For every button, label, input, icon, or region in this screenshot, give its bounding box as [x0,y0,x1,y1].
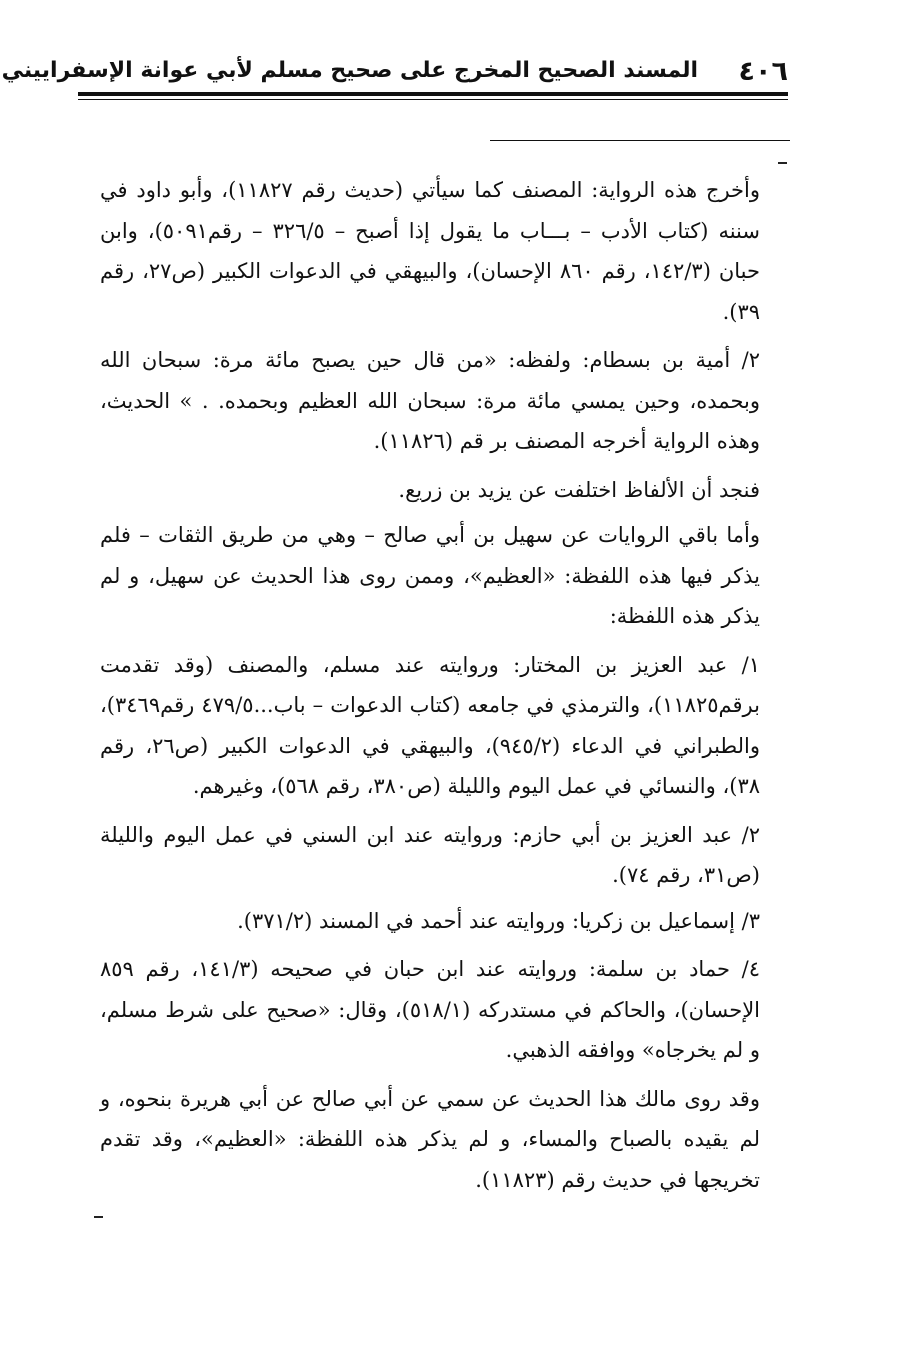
footnote-marker-top [778,162,787,164]
paragraph-2: ٢/ أمية بن بسطام: ولفظه: «من قال حين يصبح مائة مرة: سبحان الله وبحمده، وحين يمسي مائة مرة: سبحان الله العظيم وبحمده. . » الحديث، وهذه الرواية أخرجه المصنف بر قم (١١٨٢٦). [100,348,760,453]
book-title: المسند الصحيح المخرج على صحيح مسلم لأبي عوانة الإسفراييني [1,58,698,83]
footnote-separator [490,140,790,141]
paragraph-1: وأخرج هذه الرواية: المصنف كما سيأتي (حديث رقم ١١٨٢٧)، وأبو داود في سننه (كتاب الأدب – بـــاب ما يقول إذا أصبح – ٣٢٦/٥ – رقم٥٠٩١)، وابن حبان (١٤٢/٣، رقم ٨٦٠ الإحسان)، والبيهقي في الدعوات الكبير (ص٢٧، رقم ٣٩). [100,178,760,324]
paragraph-4: وأما باقي الروايات عن سهيل بن أبي صالح – وهي من طريق الثقات – فلم يذكر فيها هذه اللفظة: «العظيم»، وممن روى هذا الحديث عن سهيل، و لم يذكر هذه اللفظة: [100,523,760,628]
footnote-body [100,170,760,1205]
page-number: ٤٠٦ [738,56,788,87]
paragraph-8: ٤/ حماد بن سلمة: وروايته عند ابن حبان في صحيحه (١٤١/٣، رقم ٨٥٩ الإحسان)، والحاكم في مستدركه (٥١٨/١)، وقال: «صحيح على شرط مسلم، و لم يخرجاه» ووافقه الذهبي. [100,957,761,1062]
header-rule-thin [78,99,788,100]
paragraph-9: وقد روى مالك هذا الحديث عن سمي عن أبي صالح عن أبي هريرة بنحوه، و لم يقيده بالصباح والمساء، و لم يذكر هذه اللفظة: «العظيم»، وقد تقدم تخريجها في حديث رقم (١١٨٢٣). [100,1086,760,1192]
header-rule [78,92,788,96]
paragraph-3: فنجد أن الألفاظ اختلفت عن يزيد بن زريع. [398,477,760,502]
paragraph-7: ٣/ إسماعيل بن زكريا: وروايته عند أحمد في المسند (٣٧١/٢). [237,908,760,933]
paragraph-6: ٢/ عبد العزيز بن أبي حازم: وروايته عند ابن السني في عمل اليوم والليلة (ص٣١، رقم ٧٤). [100,822,760,887]
paragraph-5: ١/ عبد العزيز بن المختار: وروايته عند مسلم، والمصنف (وقد تقدمت برقم١١٨٢٥)، والترمذي في جامعه (كتاب الدعوات – باب...٤٧٩/٥ رقم٣٤٦٩)، والطبراني في الدعاء (٩٤٥/٢)، والبيهقي في الدعوات الكبير (ص٢٦، رقم ٣٨)، والنسائي في عمل اليوم والليلة (ص٣٨٠، رقم ٥٦٨)، وغيرهم. [100,652,761,798]
footnote-marker-bottom [94,1216,103,1218]
page-header [1,50,788,98]
